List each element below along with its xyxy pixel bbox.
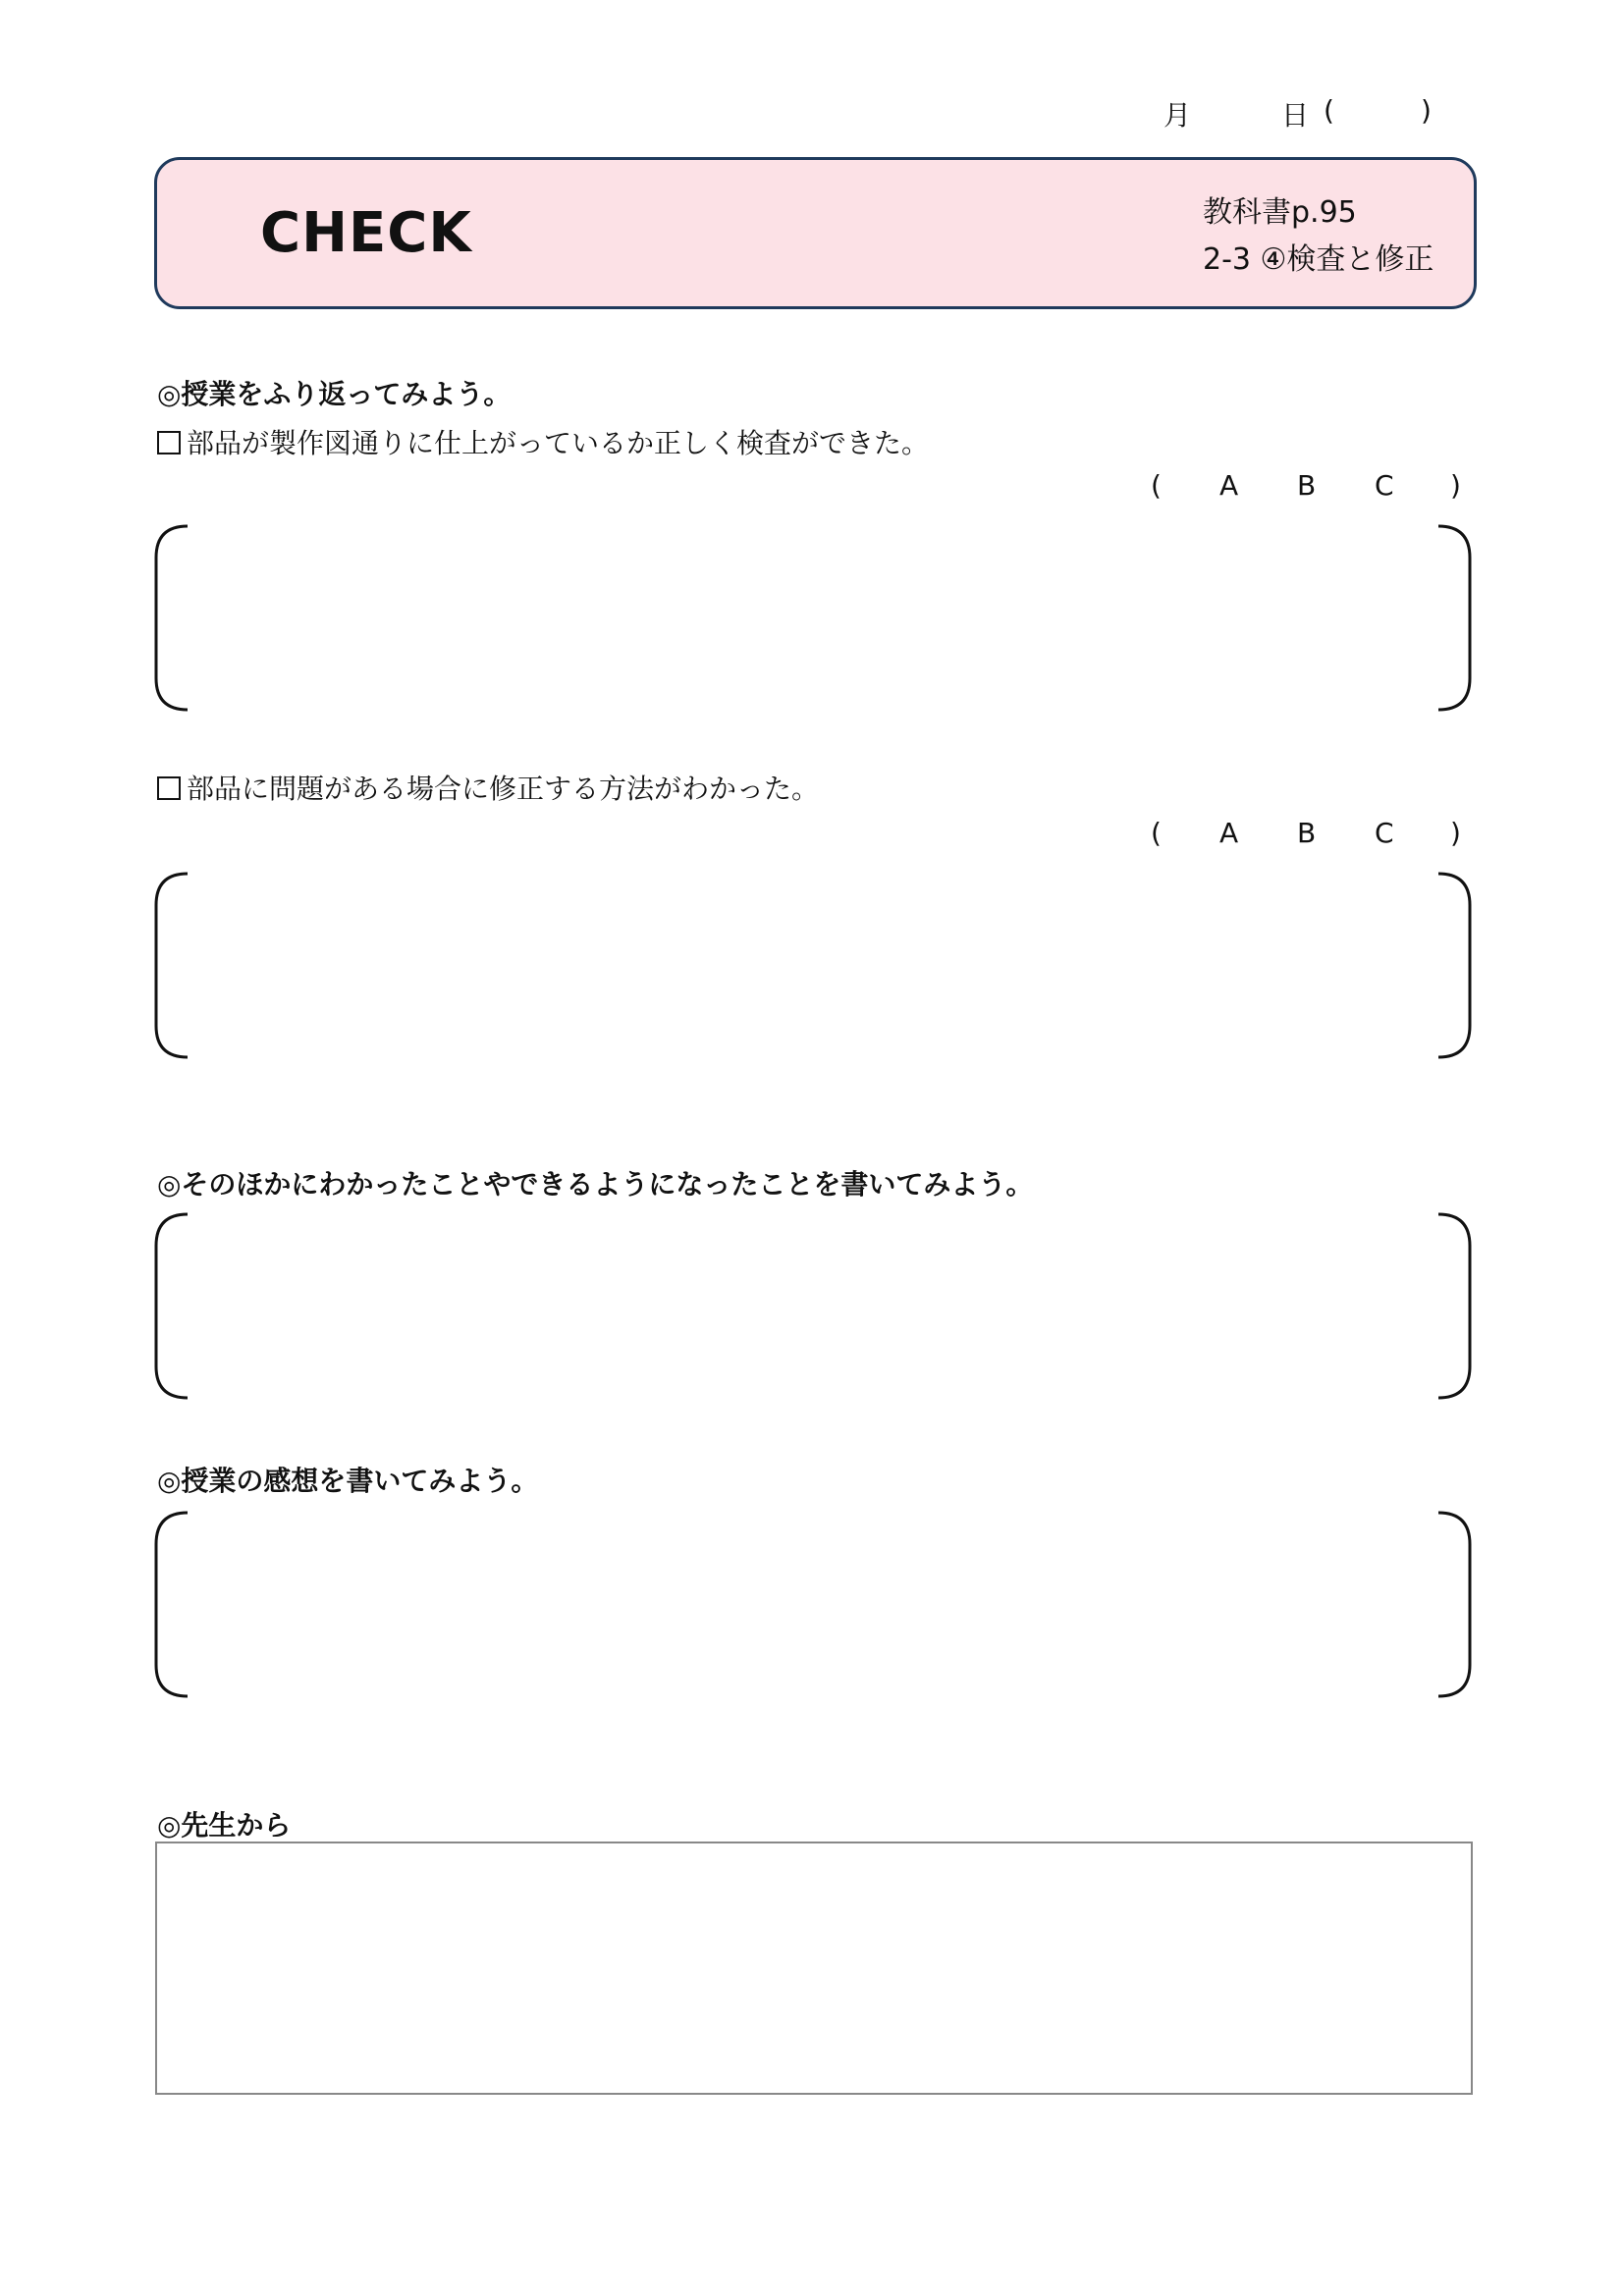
lesson-reference <box>1203 189 1434 284</box>
teacher-comment-box[interactable] <box>155 1842 1473 2095</box>
rating-close: ) <box>1450 817 1461 849</box>
rating-a[interactable]: A <box>1219 469 1239 502</box>
page-title: CHECK <box>260 201 472 265</box>
checkbox[interactable] <box>157 431 181 454</box>
weekday-paren-open: ( <box>1324 94 1334 127</box>
reflection-answer-box-2[interactable] <box>152 870 1474 1061</box>
reflection-item-2 <box>157 768 819 807</box>
reflection-heading: ◎授業をふり返ってみよう。 <box>157 378 512 410</box>
other-learning-answer-box[interactable] <box>152 1210 1474 1402</box>
rating-open: ( <box>1151 817 1162 849</box>
month-label: 月 <box>1163 99 1192 132</box>
rating-b[interactable]: B <box>1297 469 1317 502</box>
bracket-frame <box>152 1509 1474 1700</box>
impressions-heading: ◎授業の感想を書いてみよう。 <box>157 1465 539 1497</box>
reflection-item-1 <box>157 422 929 461</box>
teacher-heading: ◎先生から <box>157 1809 292 1842</box>
bracket-frame <box>152 522 1474 714</box>
checkbox[interactable] <box>157 776 181 800</box>
rating-close: ) <box>1450 469 1461 502</box>
lesson-title: 2-3 ④検査と修正 <box>1203 242 1434 277</box>
day-label: 日 <box>1281 99 1310 132</box>
rating-open: ( <box>1151 469 1162 502</box>
weekday-paren-close: ) <box>1421 94 1432 127</box>
reflection-item-2-text: 部品に問題がある場合に修正する方法がわかった。 <box>187 773 820 805</box>
rating-b[interactable]: B <box>1297 817 1317 849</box>
rating-c[interactable]: C <box>1375 469 1394 502</box>
textbook-page: 教科書p.95 <box>1203 195 1357 230</box>
reflection-answer-box-1[interactable] <box>152 522 1474 714</box>
header-banner <box>154 157 1477 309</box>
other-learning-heading: ◎そのほかにわかったことやできるようになったことを書いてみよう。 <box>157 1168 1034 1201</box>
bracket-frame <box>152 1210 1474 1402</box>
bracket-frame <box>152 870 1474 1061</box>
impressions-answer-box[interactable] <box>152 1509 1474 1700</box>
rating-c[interactable]: C <box>1375 817 1394 849</box>
reflection-item-1-text: 部品が製作図通りに仕上がっているか正しく検査ができた。 <box>187 427 930 459</box>
rating-a[interactable]: A <box>1219 817 1239 849</box>
